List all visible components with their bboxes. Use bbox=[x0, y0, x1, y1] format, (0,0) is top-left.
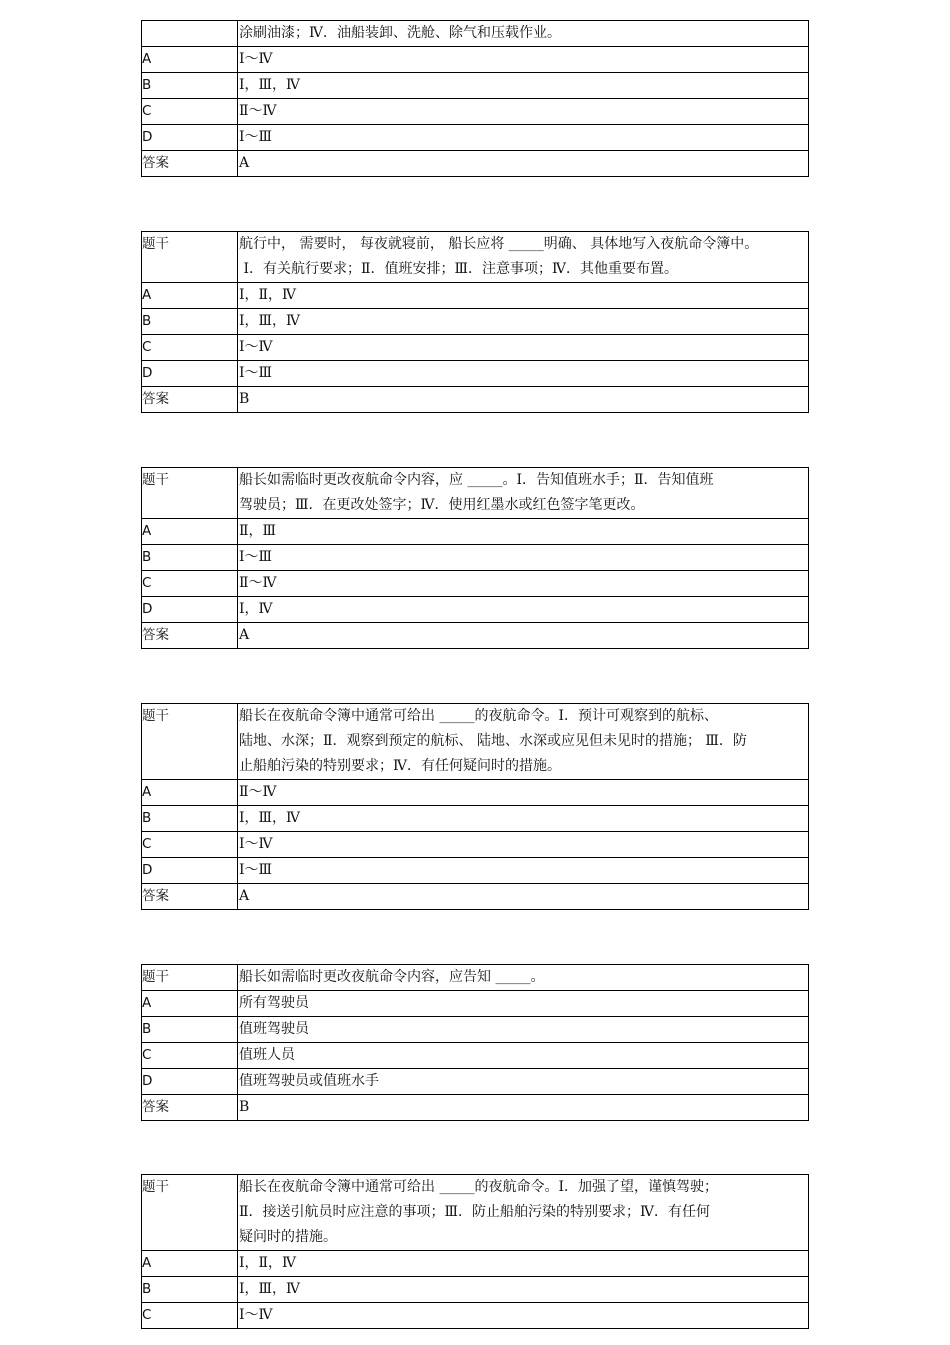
option-text: Ⅰ，Ⅲ，Ⅳ bbox=[238, 1277, 809, 1303]
option-text: 所有驾驶员 bbox=[238, 991, 809, 1017]
option-label: C bbox=[142, 571, 238, 597]
option-label: D bbox=[142, 1069, 238, 1095]
option-label: A bbox=[142, 780, 238, 806]
stem-label: 题干 bbox=[142, 468, 238, 519]
option-row bbox=[142, 1251, 809, 1277]
option-row bbox=[142, 1043, 809, 1069]
option-label: D bbox=[142, 858, 238, 884]
stem-row bbox=[142, 704, 809, 780]
option-row bbox=[142, 1069, 809, 1095]
option-label: C bbox=[142, 1303, 238, 1329]
answer-label: 答案 bbox=[142, 884, 238, 910]
option-text: Ⅱ，Ⅲ bbox=[238, 519, 809, 545]
option-text: Ⅰ～Ⅳ bbox=[238, 832, 809, 858]
option-text: Ⅰ，Ⅲ，Ⅳ bbox=[238, 73, 809, 99]
option-label: B bbox=[142, 545, 238, 571]
answer-row bbox=[142, 387, 809, 413]
option-text: Ⅱ～Ⅳ bbox=[238, 571, 809, 597]
stem-label: 题干 bbox=[142, 1175, 238, 1251]
question-table-3 bbox=[141, 467, 809, 649]
answer-row bbox=[142, 623, 809, 649]
stem-row bbox=[142, 965, 809, 991]
option-text: Ⅰ～Ⅲ bbox=[238, 858, 809, 884]
option-row bbox=[142, 806, 809, 832]
stem-text: 涂刷油漆；Ⅳ．油船装卸、洗舱、除气和压载作业。 bbox=[238, 21, 809, 47]
option-row bbox=[142, 361, 809, 387]
option-text: Ⅰ～Ⅳ bbox=[238, 1303, 809, 1329]
option-row bbox=[142, 47, 809, 73]
option-row bbox=[142, 1303, 809, 1329]
option-label: C bbox=[142, 832, 238, 858]
answer-label: 答案 bbox=[142, 387, 238, 413]
option-text: 值班驾驶员 bbox=[238, 1017, 809, 1043]
option-text: Ⅰ～Ⅲ bbox=[238, 125, 809, 151]
stem-text: 船长如需临时更改夜航命令内容，应告知 _____。 bbox=[238, 965, 809, 991]
answer-row bbox=[142, 1095, 809, 1121]
option-row bbox=[142, 832, 809, 858]
answer-value: A bbox=[238, 623, 809, 649]
option-text: Ⅰ，Ⅱ，Ⅳ bbox=[238, 283, 809, 309]
option-row bbox=[142, 991, 809, 1017]
option-label: D bbox=[142, 597, 238, 623]
stem-text: 船长在夜航命令簿中通常可给出 _____的夜航命令。Ⅰ．预计可观察到的航标、 陆地、水深；Ⅱ．观察到预定的航标、 陆地、水深或应见但未见时的措施； Ⅲ．防 止船舶污染的特别要求；Ⅳ．有任何疑问时的措施。 bbox=[238, 704, 809, 780]
answer-value: A bbox=[238, 884, 809, 910]
option-label: C bbox=[142, 99, 238, 125]
option-label: A bbox=[142, 519, 238, 545]
option-text: Ⅱ～Ⅳ bbox=[238, 780, 809, 806]
answer-label: 答案 bbox=[142, 151, 238, 177]
question-table-5 bbox=[141, 964, 809, 1121]
stem-label: 题干 bbox=[142, 232, 238, 283]
option-row bbox=[142, 1017, 809, 1043]
option-text: 值班人员 bbox=[238, 1043, 809, 1069]
stem-row bbox=[142, 21, 809, 47]
option-text: Ⅰ，Ⅳ bbox=[238, 597, 809, 623]
question-table-2 bbox=[141, 231, 809, 413]
option-label: B bbox=[142, 73, 238, 99]
question-table-1 bbox=[141, 20, 809, 177]
option-text: Ⅰ～Ⅲ bbox=[238, 361, 809, 387]
option-label: A bbox=[142, 283, 238, 309]
option-row bbox=[142, 571, 809, 597]
option-row bbox=[142, 99, 809, 125]
stem-row bbox=[142, 1175, 809, 1251]
question-table-4 bbox=[141, 703, 809, 910]
answer-row bbox=[142, 884, 809, 910]
option-row bbox=[142, 597, 809, 623]
stem-label bbox=[142, 21, 238, 47]
answer-row bbox=[142, 151, 809, 177]
answer-value: B bbox=[238, 1095, 809, 1121]
option-text: Ⅰ～Ⅳ bbox=[238, 47, 809, 73]
stem-label: 题干 bbox=[142, 704, 238, 780]
stem-label: 题干 bbox=[142, 965, 238, 991]
option-label: B bbox=[142, 1277, 238, 1303]
option-label: A bbox=[142, 1251, 238, 1277]
option-row bbox=[142, 125, 809, 151]
stem-row bbox=[142, 232, 809, 283]
answer-value: A bbox=[238, 151, 809, 177]
option-label: D bbox=[142, 361, 238, 387]
option-label: A bbox=[142, 991, 238, 1017]
option-label: D bbox=[142, 125, 238, 151]
option-row bbox=[142, 73, 809, 99]
stem-text: 船长在夜航命令簿中通常可给出 _____的夜航命令。Ⅰ．加强了望，谨慎驾驶； Ⅱ．接送引航员时应注意的事项；Ⅲ．防止船舶污染的特别要求；Ⅳ．有任何 疑问时的措施。 bbox=[238, 1175, 809, 1251]
option-text: Ⅰ，Ⅱ，Ⅳ bbox=[238, 1251, 809, 1277]
option-row bbox=[142, 519, 809, 545]
option-label: C bbox=[142, 335, 238, 361]
option-row bbox=[142, 283, 809, 309]
option-row bbox=[142, 858, 809, 884]
answer-value: B bbox=[238, 387, 809, 413]
option-text: Ⅰ～Ⅲ bbox=[238, 545, 809, 571]
stem-text: 航行中， 需要时， 每夜就寝前， 船长应将 _____明确、 具体地写入夜航命令簿中。 Ⅰ．有关航行要求；Ⅱ．值班安排；Ⅲ．注意事项；Ⅳ．其他重要布置。 bbox=[238, 232, 809, 283]
option-text: Ⅱ～Ⅳ bbox=[238, 99, 809, 125]
question-table-6 bbox=[141, 1174, 809, 1329]
option-text: Ⅰ，Ⅲ，Ⅳ bbox=[238, 309, 809, 335]
option-row bbox=[142, 309, 809, 335]
option-text: 值班驾驶员或值班水手 bbox=[238, 1069, 809, 1095]
option-row bbox=[142, 545, 809, 571]
option-label: B bbox=[142, 806, 238, 832]
option-label: B bbox=[142, 1017, 238, 1043]
option-text: Ⅰ～Ⅳ bbox=[238, 335, 809, 361]
option-label: B bbox=[142, 309, 238, 335]
option-row bbox=[142, 335, 809, 361]
option-text: Ⅰ，Ⅲ，Ⅳ bbox=[238, 806, 809, 832]
answer-label: 答案 bbox=[142, 1095, 238, 1121]
option-row bbox=[142, 780, 809, 806]
stem-text: 船长如需临时更改夜航命令内容，应 _____。Ⅰ．告知值班水手；Ⅱ．告知值班 驾驶员；Ⅲ．在更改处签字；Ⅳ．使用红墨水或红色签字笔更改。 bbox=[238, 468, 809, 519]
stem-row bbox=[142, 468, 809, 519]
option-label: A bbox=[142, 47, 238, 73]
option-row bbox=[142, 1277, 809, 1303]
option-label: C bbox=[142, 1043, 238, 1069]
answer-label: 答案 bbox=[142, 623, 238, 649]
